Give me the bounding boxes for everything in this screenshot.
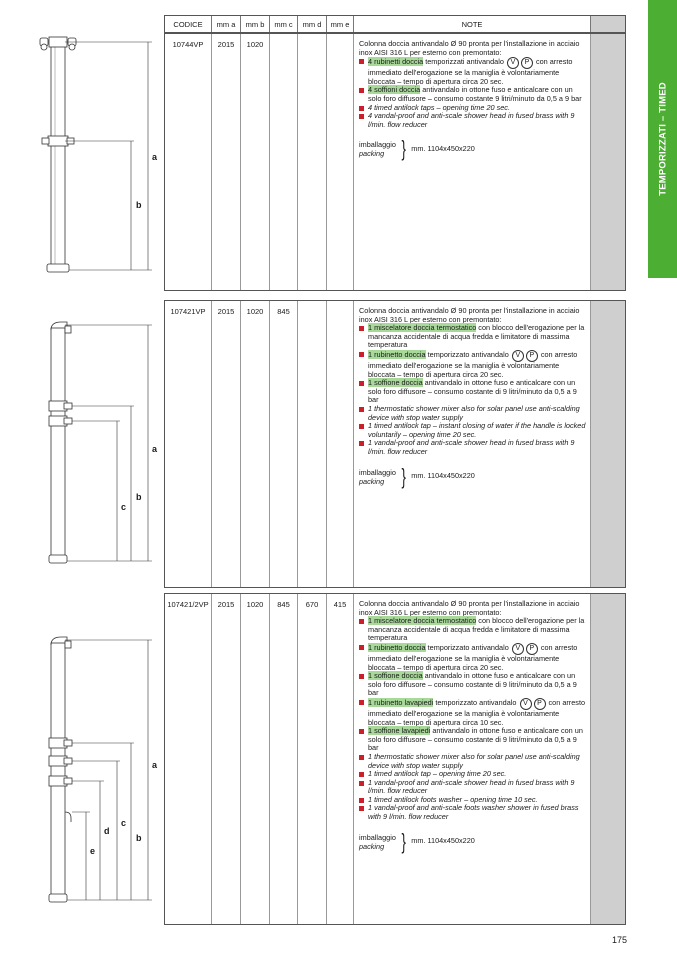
notes-item-highlight: 4 rubinetti doccia [368,57,424,67]
packing-label [359,833,396,851]
vandal-proof-icon: V [512,643,524,655]
header-mm-d: mm d [298,16,327,32]
dim-label-b: b [136,200,142,210]
notes-item-text: con blocco dell'erogazione per la mancanza accidentale di acqua fredda e limitatore di massima temperatura [368,616,585,643]
notes-item-it [359,379,586,405]
notes-item-it [359,324,586,350]
packing-size: mm. 1104x450x220 [411,144,475,154]
notes-item-text: temporizzato antivandalo [433,697,519,707]
notes-item-text: con blocco dell'erogazione per la mancanza accidentale di acqua fredda e limitatore di massima temperatura [368,323,585,350]
header-grey [591,16,625,32]
notes-item-en: 1 vandal-proof and anti-scale foots washer shower in fused brass with 9 l/min. flow reducer [359,804,586,821]
dim-a-value: 2015 [212,34,241,290]
notes-item-highlight: 4 soffioni doccia [368,85,421,95]
dim-a-value: 2015 [212,301,241,587]
notes-item-it [359,643,586,672]
notes-item-it [359,86,586,103]
dim-label-a: a [152,444,158,454]
dim-label-a: a [152,152,158,162]
product-notes [354,301,591,587]
dim-label-c: c [121,818,127,828]
notes-item-highlight: 1 soffione doccia [368,671,423,681]
packing-label [359,140,396,158]
dim-a-value: 2015 [212,594,241,924]
notes-item-en: 1 thermostatic shower mixer also for solar panel use anti-scalding device with stop water supply [359,753,586,770]
dim-b-value: 1020 [241,301,270,587]
notes-item-highlight: 1 miscelatore doccia termostatico [368,323,477,333]
header-note: NOTE [354,16,591,32]
dim-e-value [327,301,354,587]
notes-item-rest: con arresto immediato dell'erogazione se la maniglia è volontariamente bloccata – tempo di apertura circa 20 sec. [368,349,578,379]
packing-label [359,468,396,486]
notes-item-text: temporizzato antivandalo [425,349,511,359]
header-codice: CODICE [165,16,212,32]
dim-label-e: e [90,846,96,856]
product-row [164,33,626,291]
packing-label-en: packing [359,841,385,851]
dim-d-value [298,301,327,587]
dim-b-value: 1020 [241,594,270,924]
brace-glyph: } [401,136,406,162]
notes-item-en: 1 timed antilock foots washer – opening time 10 sec. [359,796,586,805]
packing-info [359,828,586,854]
notes-item-highlight: 1 soffione doccia [368,378,423,388]
packing-size: mm. 1104x450x220 [411,836,475,846]
brace-glyph: } [401,463,406,489]
dim-d-value [298,34,327,290]
pressure-icon: P [534,698,546,710]
notes-item-it [359,698,586,727]
notes-item-en: 1 timed antilock tap – opening time 20 sec. [359,770,586,779]
notes-item-text: antivandalo in ottone fuso e anticalcare con un solo foro diffusore – consumo costante di 9 litri/minuto da 0,5 a 9 bar [368,726,583,753]
header-mm-a: mm a [212,16,241,32]
packing-label-en: packing [359,149,385,159]
shower-column-drawing [49,322,72,563]
notes-item-it [359,727,586,753]
notes-intro: Colonna doccia antivandalo Ø 90 pronta per l'installazione in acciaio inox AISI 316 L per esterno con premontato: [359,599,580,617]
dim-c-value [270,34,298,290]
dim-c-value: 845 [270,301,298,587]
product-notes [354,34,591,290]
page-number: 175 [612,935,628,945]
product-row [164,593,626,925]
packing-label-it: imballaggio [359,140,396,150]
vandal-proof-icon: V [520,698,532,710]
header-mm-e: mm e [327,16,354,32]
product-notes [354,594,591,924]
packing-label-it: imballaggio [359,467,396,477]
dim-e-value: 415 [327,594,354,924]
notes-item-highlight: 1 rubinetto lavapiedi [368,697,434,707]
drawings [0,0,164,958]
dim-e-value [327,34,354,290]
product-code: 10744VP [165,34,212,290]
notes-item-text: temporizzati antivandalo [423,57,506,67]
notes-item-text: temporizzato antivandalo [425,642,511,652]
notes-item-en: 1 timed antilock tap – instant closing of water if the handle is locked voluntarily – opening time 20 sec. [359,422,586,439]
dim-b-value: 1020 [241,34,270,290]
notes-item-en: 1 vandal-proof and anti-scale shower head in fused brass with 9 l/min. flow reducer [359,779,586,796]
pressure-icon: P [526,350,538,362]
packing-info [359,463,586,489]
notes-item-highlight: 1 rubinetto doccia [368,349,426,359]
vandal-proof-icon: V [512,350,524,362]
notes-item-rest: con arresto immediato dell'erogazione se la maniglia è volontariamente bloccata – tempo di apertura circa 10 sec. [368,697,586,727]
product-code: 107421VP [165,301,212,587]
section-tab [648,0,677,278]
dim-label-b: b [136,492,142,502]
notes-item-it [359,350,586,379]
dim-label-c: c [121,502,127,512]
notes-item-rest: con arresto immediato dell'erogazione se la maniglia è volontariamente bloccata – tempo di apertura circa 20 sec. [368,57,573,86]
grey-column [591,34,625,290]
shower-column-drawing [49,637,72,902]
dim-d-value: 670 [298,594,327,924]
notes-item-rest: con arresto immediato dell'erogazione se la maniglia è volontariamente bloccata – tempo di apertura circa 20 sec. [368,642,578,672]
notes-item-highlight: 1 soffione lavapiedi [368,726,431,736]
section-tab-label: TEMPORIZZATI – TIMED [657,82,668,196]
grey-column [591,301,625,587]
notes-item-text: antivandalo in ottone fuso e anticalcare con un solo foro diffusore – consumo costante di 9 litri/minuto da 0,5 a 9 bar [368,671,577,698]
pressure-icon: P [526,643,538,655]
notes-item-text: antivandalo in ottone fuso e anticalcare con un solo foro diffusore – consumo costante 9 litri/minuto da 0,5 a 9 bar [368,85,582,103]
packing-info [359,136,586,162]
notes-item-it [359,617,586,643]
header-mm-c: mm c [270,16,298,32]
notes-item-en: 1 vandal-proof and anti-scale shower head in fused brass with 9 l/min. flow reducer [359,439,586,456]
header-mm-b: mm b [241,16,270,32]
shower-column-drawing [40,37,76,272]
notes-item-highlight: 1 miscelatore doccia termostatico [368,616,477,626]
notes-item-it [359,57,586,86]
notes-intro: Colonna doccia antivandalo Ø 90 pronta per l'installazione in acciaio inox AISI 316 L per esterno con premontato: [359,306,580,324]
notes-item-text: antivandalo in ottone fuso e anticalcare con un solo foro diffusore – consumo costante di 9 litri/minuto da 0,5 a 9 bar [368,378,577,405]
dim-c-value: 845 [270,594,298,924]
packing-label-en: packing [359,476,385,486]
notes-item-en: 1 thermostatic shower mixer also for solar panel use anti-scalding device with stop water supply [359,405,586,422]
notes-item-en: 4 timed antilock taps – opening time 20 sec. [359,104,586,113]
brace-glyph: } [401,828,406,854]
pressure-icon: P [521,57,533,69]
notes-intro: Colonna doccia antivandalo Ø 90 pronta per l'installazione in acciaio inox AISI 316 L per esterno con premontato: [359,39,580,57]
packing-size: mm. 1104x450x220 [411,471,475,481]
dim-label-d: d [104,826,110,836]
product-code: 107421/2VP [165,594,212,924]
notes-item-highlight: 1 rubinetto doccia [368,642,426,652]
notes-item-en: 4 vandal-proof and anti-scale shower head in fused brass with 9 l/min. flow reducer [359,112,586,129]
dim-label-b: b [136,833,142,843]
notes-item-it [359,672,586,698]
packing-label-it: imballaggio [359,832,396,842]
grey-column [591,594,625,924]
dim-label-a: a [152,760,158,770]
table-header [164,15,626,33]
product-row [164,300,626,588]
vandal-proof-icon: V [507,57,519,69]
